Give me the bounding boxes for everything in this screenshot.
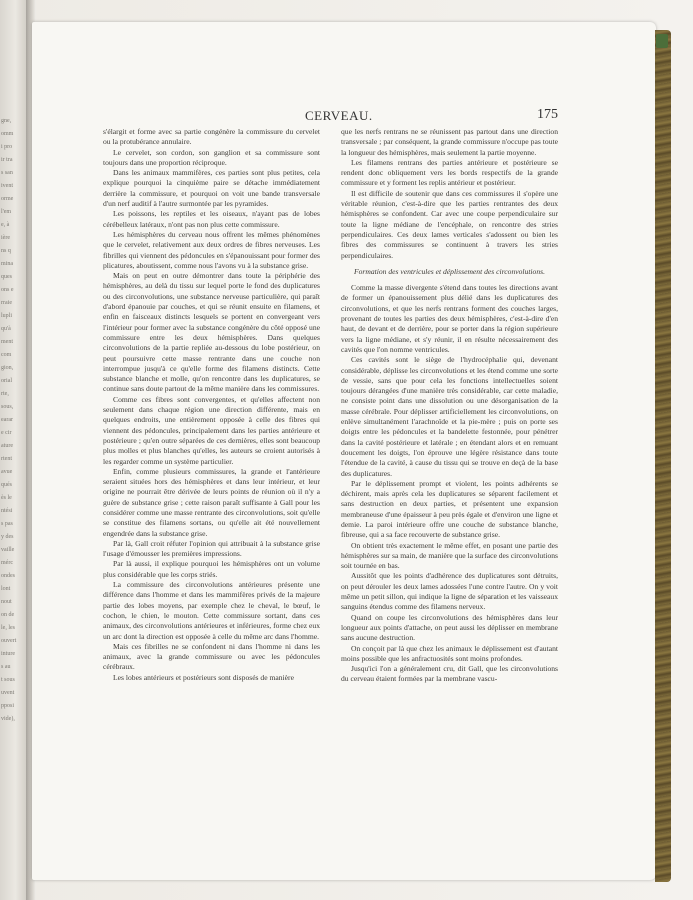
paragraph: Les filamens rentrans des parties antérieure et postérieure se rendent donc obliquement vers les bords respectifs de la grande commissure et y forment les replis antérieur et postérieur. — [341, 157, 558, 188]
edge-text-fragment: rraie — [1, 300, 12, 306]
book-cover-edge — [655, 30, 671, 882]
page-number: 175 — [537, 107, 558, 122]
edge-text-fragment: gion, — [1, 365, 14, 371]
paragraph: Enfin, comme plusieurs commissures, la grande et l'antérieure seraient situées hors des hémisphères et dans leur intérieur, et leur origine ne pourrait être dérivée de leurs points de réunion où il n'y a guère de substance grise ; cette raison paraît suffisante à Gall pour les considérer comme une masse rentrante des circonvolutions, soit qu'elle se constitue des filamens sortans, ou qu'elle ait été nouvellement engendrée dans la substance grise. — [103, 466, 320, 538]
paragraph: Les hémisphères du cerveau nous offrent les mêmes phénomènes que le cervelet, relativement aux deux ordres de fibres nerveuses. Les fibrilles qui viennent des pédoncules en s'épanouissant pour former des plicatures, aboutissent, comme nous l'avons vu à la substance grise. — [103, 229, 320, 270]
edge-text-fragment: ière — [1, 235, 10, 241]
edge-text-fragment: qu'à — [1, 326, 11, 332]
edge-text-fragment: l'em — [1, 209, 12, 215]
paragraph: On obtient très exactement le même effet, en posant une partie des hémisphères sur sa main, de manière que la surface des circonvolutions soit tournée en bas. — [341, 540, 558, 571]
edge-text-fragment: s au — [1, 664, 11, 670]
edge-text-fragment: qués — [1, 482, 12, 488]
edge-text-fragment: vide), — [1, 716, 15, 722]
paragraph: Mais on peut en outre démontrer dans toute la périphérie des hémisphères, au delà du tissu sur lequel porte le fond des duplicatures ou des circonvolutions, une substance nerveuse particulière, qui paraît d'abord épanouie par couches, et qui se réunit ensuite en filamens, et enfin en faisceaux distincts lesquels se portent en convergeant vers l'intérieur pour former avec la substance congénère du côté opposé une commissure entre les deux hémisphères. Dans quelques circonvolutions de la partie repliée au-dessous du lobe postérieur, on peut poursuivre cette masse rentrante dans une couche non interrompue jusqu'à ce qu'elle forme des filamens distincts. Cette substance blanche et molle, qu'on rencontre dans les duplicatures, se continue sans doute partout de la même manière dans les commissures. — [103, 271, 320, 394]
edge-text-fragment: ntési — [1, 508, 13, 514]
paragraph: Les poissons, les reptiles et les oiseaux, n'ayant pas de lobes cérébelleux latéraux, n'ont pas non plus cette commissure. — [103, 209, 320, 229]
edge-text-fragment: vaille — [1, 547, 15, 553]
edge-text-fragment: ment — [1, 339, 13, 345]
edge-text-fragment: ès le — [1, 495, 12, 501]
edge-text-fragment: mina — [1, 261, 13, 267]
edge-text-fragment: ons e — [1, 287, 14, 293]
paragraph: s'élargit et forme avec sa partie congénère la commissure du cervelet ou la protubérance annulaire. — [103, 127, 320, 147]
edge-text-fragment: s san — [1, 170, 13, 176]
edge-text-fragment: orme — [1, 196, 14, 202]
paragraph: Aussitôt que les points d'adhérence des duplicatures sont détruits, on peut dérouler les deux lames adossées l'une contre l'autre. On y voit même un petit sillon, qui indique la ligne de séparation et les vaisseaux sanguins étendus comme des filamens nerveux. — [341, 571, 558, 612]
edge-text-fragment: earar — [1, 417, 13, 423]
paragraph: On conçoit par là que chez les animaux le déplissement est d'autant moins possible que les anfractuosités sont moins profondes. — [341, 643, 558, 663]
edge-text-fragment: rtent — [1, 456, 12, 462]
edge-text-fragment: sous, — [1, 404, 14, 410]
cover-marker — [656, 34, 668, 48]
edge-text-fragment: ivent — [1, 183, 13, 189]
edge-text-fragment: orial — [1, 378, 12, 384]
edge-text-fragment: e, à — [1, 222, 10, 228]
section-subheading: Formation des ventricules et déplissement des circonvolutions. — [353, 266, 545, 276]
paragraph: Ces cavités sont le siège de l'hydrocéphalie qui, devenant considérable, déplisse les circonvolutions et les étend comme une sorte de vessie, sans que pour cela les fonctions intellectuelles soient toujours dérangées d'une manière très considérable, car cette maladie, ne consiste point dans une dissolution ou une désorganisation de la masse cérébrale. Pour déplisser artificiellement les circonvolutions, on enlève simultanément l'arachnoïde et la pie-mère ; puis on porte ses doigts entre les pédoncules et la bandelette festonnée, pour pénétrer dans la cavité postérieure et latérale ; en étendant alors et en remuant doucement les doigts, l'on éprouve une légère résistance dans toute l'étendue de la cavité, à cause du tissu qui se trouve en deçà de la base des duplicatures. — [341, 355, 558, 478]
paragraph: Par là, Gall croit réfuter l'opinion qui attribuait à la substance grise l'usage d'émousser les premières impressions. — [103, 538, 320, 559]
edge-text-fragment: i pro — [1, 144, 13, 150]
paragraph: Par là aussi, il explique pourquoi les hémisphères ont un volume plus considérable que les corps striés. — [103, 559, 320, 579]
edge-text-fragment: lont — [1, 586, 11, 592]
left-text-column — [103, 127, 320, 683]
edge-text-fragment: uvent — [1, 690, 15, 696]
paragraph: Quand on coupe les circonvolutions des hémisphères dans leur longueur aux points d'attache, on peut aussi les déplisser en membrane sans aucune destruction. — [341, 612, 558, 643]
edge-text-fragment: mérc — [1, 560, 13, 566]
edge-text-fragment: t sous — [1, 677, 15, 683]
paragraph: que les nerfs rentrans ne se réunissent pas partout dans une direction transversale ; par conséquent, la grande commissure n'occupe pas toute la longueur des hémisphères, mais seulement la partie moyenne. — [341, 127, 558, 157]
edge-text-fragment: rte, — [1, 391, 9, 397]
paragraph: Comme ces fibres sont convergentes, et qu'elles affectent non seulement dans chaque région une direction différente, mais en quelques endroits, une entièrement opposée à celle des fibres qui viennent des pédoncules, principalement dans les parties antérieure et postérieure ; qu'en outre séparées de ces dernières, elles sont beaucoup plus molles et plus blanches qu'elles, les auteurs se croient autorisés à les regarder comme un système particulier. — [103, 394, 320, 466]
edge-text-fragment: lupli — [1, 313, 13, 319]
edge-text-fragment: ir tra — [1, 157, 13, 163]
edge-text-fragment: ature — [1, 443, 13, 449]
paragraph: Dans les animaux mammifères, ces parties sont plus petites, cela explique pourquoi la cinquième paire se détache immédiatement derrière la commissure, et pourquoi on voit une bande transversale d'un nerf auditif à l'autre surmontée par les pyramides. — [103, 168, 320, 209]
paragraph: Les lobes antérieurs et postérieurs sont disposés de manière — [113, 672, 294, 682]
edge-text-fragment: ouvert — [1, 638, 17, 644]
paragraph: Comme la masse divergente s'étend dans toutes les directions avant de former un épanouissement plus délié dans les duplicatures des circonvolutions, et que les nerfs rentrans forment des couches larges, provenant de toutes les parties des deux hémisphères, c'est-à-dire d'en haut, de devant et de derrière, pour se porter dans la région supérieure vers la ligne médiane, et s'y réunir, il en résulte nécessairement des cavités que l'on nomme ventricules. — [341, 283, 558, 354]
edge-text-fragment: ns q — [1, 248, 11, 254]
paragraph: La commissure des circonvolutions antérieures présente une différence dans l'homme et dans les mammifères privés de la majeure partie des lobes moyens, par exemple chez le cheval, le bœuf, le cochon, le chien, le mouton. Cette commissure sortant, dans ces animaux, des circonvolutions antérieures et inférieures, forme chez eux un arc dont la direction est opposée à celle du même arc dans l'homme. — [103, 580, 320, 641]
left-page-edge — [0, 0, 29, 900]
edge-text-fragment: ondes — [1, 573, 15, 579]
edge-text-fragment: le, les — [1, 625, 15, 631]
right-text-column — [341, 127, 558, 685]
edge-text-fragment: s pas — [1, 521, 13, 527]
edge-text-fragment: gne, — [1, 118, 12, 124]
running-head-title: CERVEAU. — [305, 108, 373, 123]
paragraph: Mais ces fibrilles ne se confondent ni dans l'homme ni dans les animaux, avec la grande commissure ou avec les pédoncules cérébraux. — [103, 641, 320, 672]
edge-text-fragment: pposi — [1, 703, 15, 709]
paragraph: Jusqu'ici l'on a généralement cru, dit Gall, que les circonvolutions du cerveau étaient formées par la membrane vascu- — [341, 664, 558, 684]
edge-text-fragment: omm — [1, 131, 14, 137]
paragraph: Le cervelet, son cordon, son ganglion et sa commissure sont toujours dans une proportion réciproque. — [103, 147, 320, 167]
paragraph: Il est difficile de soutenir que dans ces commissures il s'opère une véritable réunion, c'est-à-dire que les parties rentrantes des deux hémisphères se confondent. Car avec une coupe perpendiculaire sur toute la ligne médiane de l'encéphale, on rencontre des stries perpendiculaires. Ces deux lames verticales s'adossent ou bien les fibres des commissures se continuent à travers les stries perpendiculaires. — [341, 188, 558, 260]
edge-text-fragment: inture — [1, 651, 15, 657]
edge-text-fragment: nout — [1, 599, 12, 605]
edge-text-fragment: e cir — [1, 430, 12, 436]
edge-text-fragment: avue — [1, 469, 13, 475]
edge-text-fragment: ques — [1, 274, 12, 280]
edge-text-fragment: y des — [1, 534, 14, 540]
edge-text-fragment: on de — [1, 612, 15, 618]
edge-text-fragment: com — [1, 352, 12, 358]
paragraph: Par le déplissement prompt et violent, les points adhérents se déchirent, mais après cela les duplicatures se séparent facilement et sans destruction en deux parties, et présentent une expansion membraneuse d'une épaisseur à peu près égale et d'environ une ligne et demie. La paroi intérieure offre une couche de substance blanche, fibreuse, qui a sa face recouverte de substance grise. — [341, 478, 558, 540]
